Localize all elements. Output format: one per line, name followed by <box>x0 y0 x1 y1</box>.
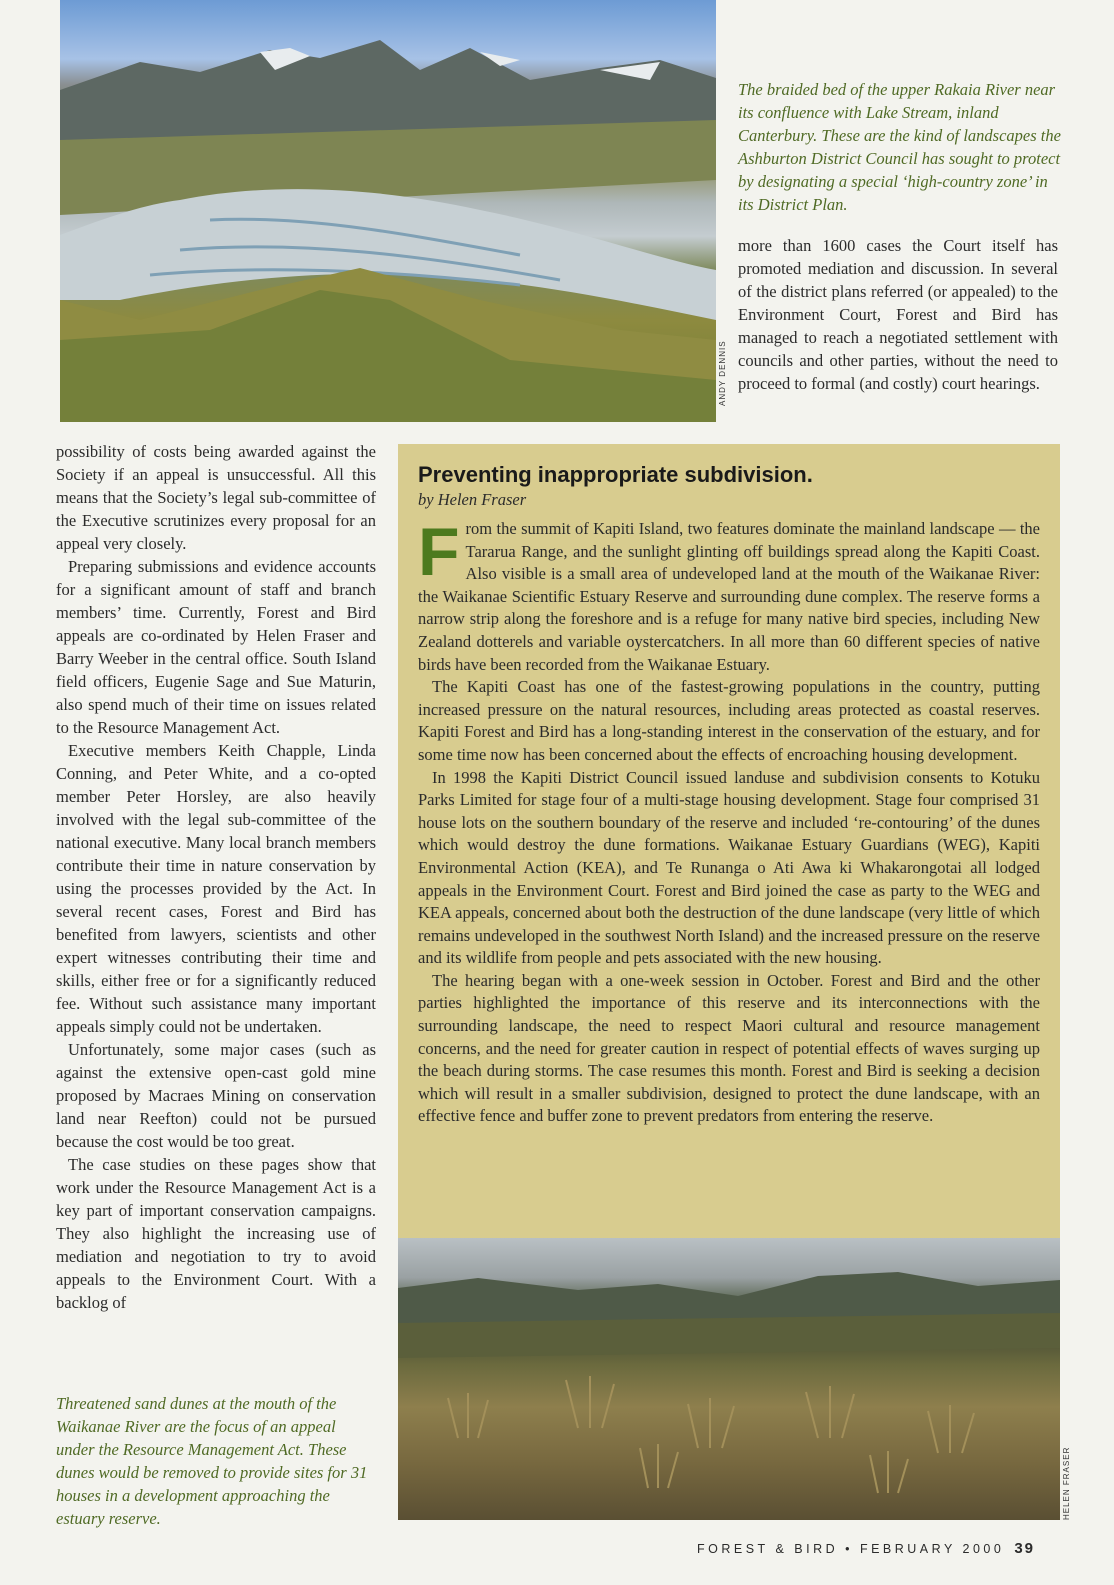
right-column-paragraph: more than 1600 cases the Court itself has promoted mediation and discussion. In several of the district plans referred (or appealed) to the Environment Court, Forest and Bird has managed to reach a negotiated settlement with councils and other parties, without the need to proceed to formal (and costly) court hearings. <box>738 236 1058 393</box>
top-caption-text: The braided bed of the upper Rakaia River near its confluence with Lake Stream, inland Canterbury. These are the kind of landscapes the Ashburton District Council has sought to protect by designating a special ‘high-country zone’ in its District Plan. <box>738 80 1061 214</box>
top-photo-credit: ANDY DENNIS <box>718 340 727 406</box>
box-paragraph-1-text: rom the summit of Kapiti Island, two features dominate the mainland landscape — the Tararua Range, and the sunlight glinting off buildings spread along the Kapiti Coast. Also visible is a small area of undeveloped land at the mouth of the Waikanae River: the Waikanae Scientific Estuary Reserve and surrounding dune complex. The reserve forms a narrow strip along the foreshore and is a refuge for many native bird species, including New Zealand dotterels and variable oystercatchers. In all more than 60 different species of native birds have been recorded from the Waikanae Estuary. <box>418 519 1040 674</box>
box-paragraph-1 <box>418 514 1040 676</box>
box-paragraph-2: The Kapiti Coast has one of the fastest-growing populations in the country, putting increased pressure on the natural resources, including areas protected as coastal reserves. Kapiti Forest and Bird has a long-standing interest in the conservation of the estuary, and for some time now has been concerned about the effects of encroaching housing development. <box>418 677 1040 764</box>
publication-name: FOREST & BIRD • FEBRUARY 2000 <box>697 1542 1005 1556</box>
box-paragraph-4: The hearing began with a one-week session in October. Forest and Bird and the other parties highlighted the importance of this reserve and its interconnections with the surrounding landscape, the need to respect Maori cultural and resource management concerns, and the need for greater caution in respect of potential effects of waves surging up the beach during storms. The case resumes this month. Forest and Bird is seeking a decision which will result in a smaller subdivision, designed to protect the dune landscape, with an effective fence and buffer zone to prevent predators from entering the reserve. <box>418 970 1040 1126</box>
left-paragraph-2: Preparing submissions and evidence accounts for a significant amount of staff and branch members’ time. Currently, Forest and Bird appeals are co-ordinated by Helen Fraser and Barry Weeber in the central office. South Island field officers, Eugenie Sage and Sue Maturin, also spend much of their time on issues related to the Resource Management Act. <box>56 557 376 737</box>
page-footer <box>697 1540 1035 1557</box>
drop-cap: F <box>418 514 460 590</box>
dunes-caption-text: Threatened sand dunes at the mouth of the Waikanae River are the focus of an appeal under the Resource Management Act. These dunes would be removed to provide sites for 31 houses in a development approaching the estuary reserve. <box>56 1394 368 1528</box>
dunes-photo-caption <box>56 1392 376 1530</box>
box-title: Preventing inappropriate subdivision. <box>418 462 813 487</box>
page-number: 39 <box>1014 1540 1036 1557</box>
waikanae-dunes-photo <box>398 1238 1060 1520</box>
left-paragraph-3: Executive members Keith Chapple, Linda Conning, and Peter White, and a co-opted member Peter Horsley, are also heavily involved with the legal sub-committee of the national executive. Many local branch members contribute their time in nature conservation by using the processes provided by the Act. In several recent cases, Forest and Bird has benefited from lawyers, scientists and other expert witnesses contributing their time and skills, either free or for a significantly reduced fee. Without such assistance many important appeals simply could not be undertaken. <box>56 741 376 1036</box>
box-body <box>418 514 1040 1128</box>
subdivision-sidebar-box <box>398 444 1060 1238</box>
left-column-text <box>56 440 376 1314</box>
right-column-text <box>738 234 1058 395</box>
box-byline: by Helen Fraser <box>418 490 527 509</box>
rakaia-landscape-illustration <box>60 0 716 422</box>
left-paragraph-4: Unfortunately, some major cases (such as against the extensive open-cast gold mine proposed by Macraes Mining on conservation land near Reefton) could not be pursued because the cost would be too great. <box>56 1040 376 1151</box>
rakaia-river-photo <box>60 0 716 422</box>
left-paragraph-5: The case studies on these pages show that work under the Resource Management Act is a key part of important conservation campaigns. They also highlight the increasing use of mediation and negotiation to try to avoid appeals to the Environment Court. With a backlog of <box>56 1155 376 1312</box>
bottom-photo-credit: HELEN FRASER <box>1062 1446 1071 1520</box>
left-paragraph-1: possibility of costs being awarded against the Society if an appeal is unsuccessful. All this means that the Society’s legal sub-committee of the Executive scrutinizes every proposal for an appeal very closely. <box>56 442 376 553</box>
box-paragraph-3: In 1998 the Kapiti District Council issued landuse and subdivision consents to Kotuku Parks Limited for stage four of a multi-stage housing development. Stage four comprised 31 house lots on the southern boundary of the reserve and included ‘re-contouring’ of the dunes which would destroy the dune formations. Waikanae Estuary Guardians (WEG), Kapiti Environmental Action (KEA), and Te Runanga o Ati Awa ki Whakarongotai all lodged appeals in the Environment Court. Forest and Bird joined the case as party to the WEG and KEA appeals, concerned about both the destruction of the dune landscape (very little of which remains undeveloped in the southwest North Island) and the increased pressure on the reserve and its wildlife from people and pets associated with the new housing. <box>418 767 1040 968</box>
dunes-landscape-illustration <box>398 1238 1060 1520</box>
top-photo-caption <box>738 78 1063 216</box>
